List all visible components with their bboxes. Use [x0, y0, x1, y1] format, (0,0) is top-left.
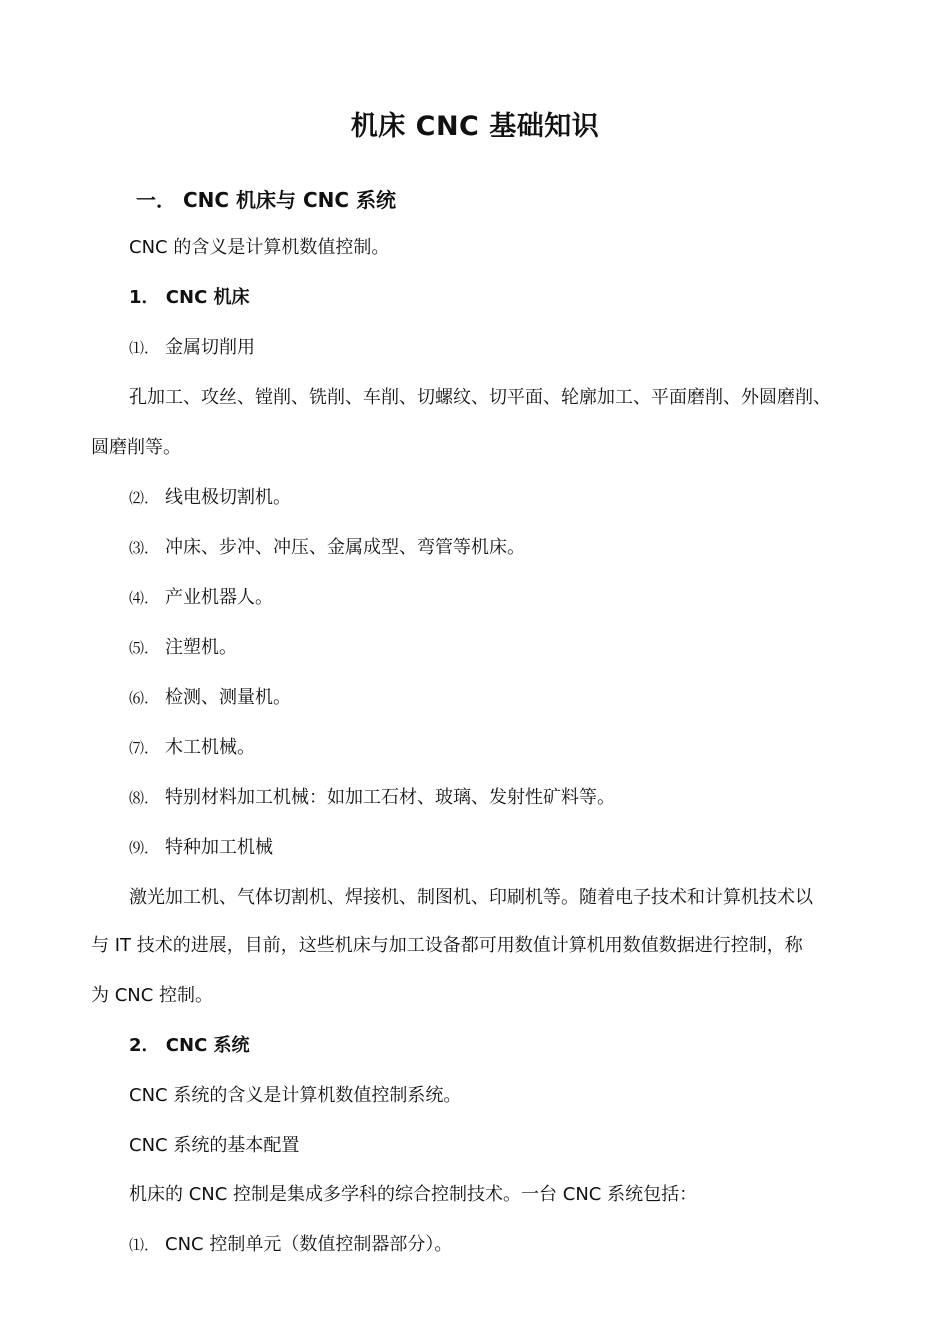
- list-item-text: 注塑机。: [165, 637, 238, 658]
- list-item-text: 检测、测量机。: [165, 687, 292, 708]
- document-title: 机床 CNC 基础知识: [350, 111, 600, 142]
- paragraph-line: 与 IT 技术的进展，目前，这些机床与加工设备都可用数值计算机用数值数据进行控制，称: [91, 935, 803, 956]
- section-heading: 一． CNC 机床与 CNC 系统: [136, 188, 397, 212]
- list-item-number: ⑵．: [129, 489, 160, 507]
- paragraph-line: 激光加工机、气体切割机、焊接机、制图机、印刷机等。随着电子技术和计算机技术以: [129, 887, 813, 908]
- subsection-heading-cnc-machine: 1． CNC 机床: [129, 287, 250, 308]
- list-item: [129, 486, 291, 510]
- list-item-text: 特种加工机械: [165, 837, 274, 858]
- list-item-text: 金属切削用: [165, 337, 256, 358]
- paragraph-line: 孔加工、攻丝、镗削、铣削、车削、切螺纹、切平面、轮廓加工、平面磨削、外圆磨削、: [129, 387, 831, 408]
- list-item-text: 特别材料加工机械：如加工石材、玻璃、发射性矿料等。: [165, 787, 616, 808]
- list-item: [129, 686, 291, 710]
- list-item-text: 木工机械。: [165, 737, 256, 758]
- list-item-number: ⑹．: [129, 689, 160, 707]
- list-item-number: ⑶．: [129, 539, 160, 557]
- paragraph-line: 为 CNC 控制。: [91, 985, 214, 1006]
- list-item-number: ⑴．: [129, 339, 160, 357]
- list-item: [129, 336, 255, 360]
- list-item-number: ⑴．: [129, 1236, 160, 1254]
- list-item-number: ⑺．: [129, 739, 160, 757]
- list-item: [129, 836, 273, 860]
- list-item-number: ⑷．: [129, 589, 160, 607]
- subsection-heading-cnc-system: 2． CNC 系统: [129, 1035, 250, 1056]
- list-item: [129, 536, 525, 560]
- paragraph-line: CNC 系统的含义是计算机数值控制系统。: [129, 1085, 462, 1106]
- list-item-number: ⑼．: [129, 839, 160, 857]
- list-item: [129, 1233, 452, 1257]
- list-item: [129, 736, 255, 760]
- list-item: [129, 636, 237, 660]
- list-item-text: 产业机器人。: [165, 587, 274, 608]
- paragraph-line: 机床的 CNC 控制是集成多学科的综合控制技术。一台 CNC 系统包括：: [129, 1184, 698, 1205]
- list-item: [129, 586, 273, 610]
- intro-text: CNC 的含义是计算机数值控制。: [129, 237, 390, 258]
- list-item-text: CNC 控制单元（数值控制器部分）。: [165, 1234, 453, 1255]
- list-item-number: ⑻．: [129, 789, 160, 807]
- list-item-text: 冲床、步冲、冲压、金属成型、弯管等机床。: [165, 537, 526, 558]
- list-item: [129, 786, 615, 810]
- list-item-number: ⑸．: [129, 639, 160, 657]
- paragraph-line: CNC 系统的基本配置: [129, 1135, 300, 1156]
- paragraph-line: 圆磨削等。: [91, 437, 181, 458]
- list-item-text: 线电极切割机。: [165, 487, 292, 508]
